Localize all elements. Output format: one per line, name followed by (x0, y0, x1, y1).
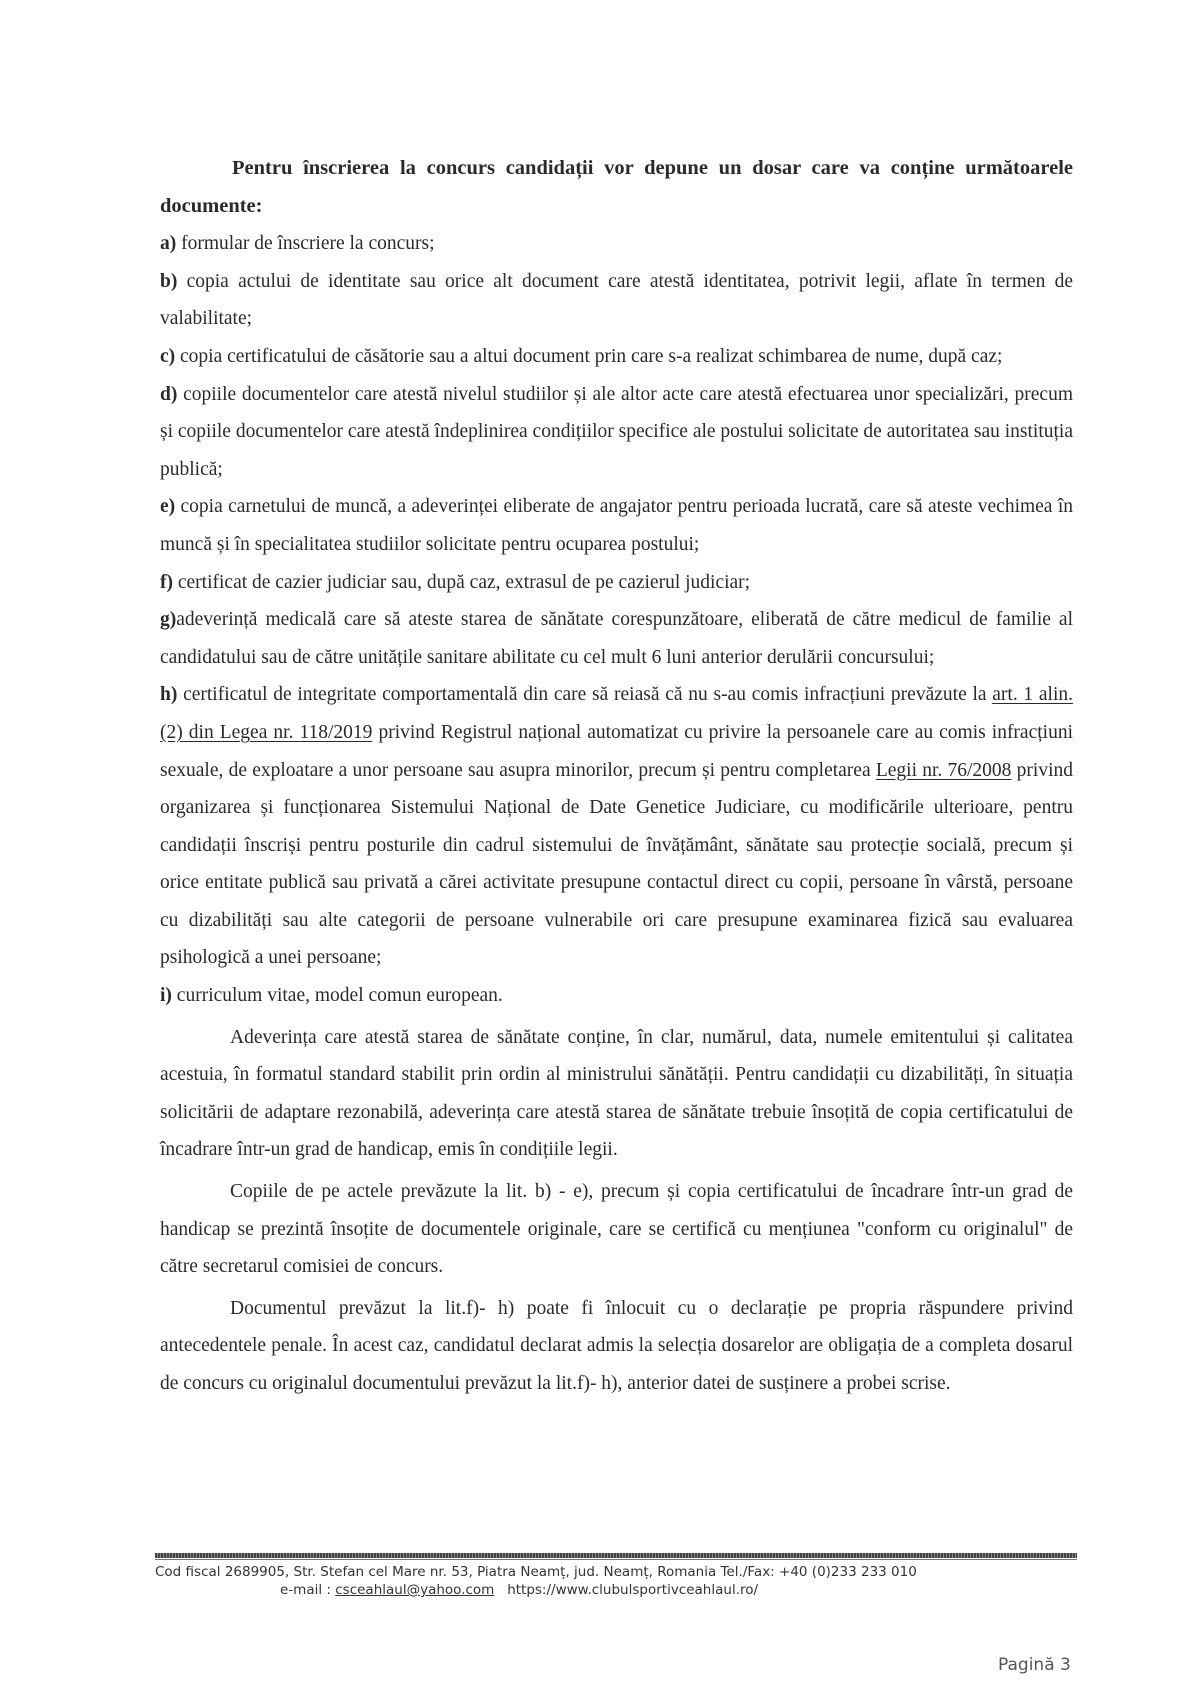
list-item-c (160, 338, 1073, 376)
item-text: adeverință medicală care să ateste starea de sănătate corespunzătoare, eliberată de către medicul de familie al candidatului sau de către unitățile sanitare abilitate cu cel mult 6 luni anterior derulării concursului; (160, 609, 1073, 668)
item-text: copia actului de identitate sau orice alt document care atestă identitatea, potrivit legii, aflate în termen de valabilitate; (160, 270, 1073, 330)
law-reference-link[interactable]: Legii nr. 76/2008 (875, 759, 1012, 781)
item-text: privind Registrul național automatizat cu privire la persoanele care au comis infracțiuni sexuale, de exploatare a unor persoane sau asupra minorilor, precum și pentru completarea (160, 721, 1073, 781)
item-label: d) (160, 383, 178, 405)
item-label: e) (160, 496, 176, 518)
list-item-f (160, 564, 1073, 602)
paragraph-copies: Copiile de pe actele prevăzute la lit. b) - e), precum și copia certificatului de încadrare într-un grad de handicap se prezintă însoțite de documentele originale, care se certifică cu mențiunea "conform cu originalul" de către secretarul comisiei de concurs. (160, 1181, 1073, 1278)
page-number: Pagină 3 (998, 1655, 1071, 1675)
item-label: i) (160, 985, 172, 1007)
item-text: copia certificatului de căsătorie sau a altui document prin care s-a realizat schimbarea de nume, după caz; (180, 345, 1003, 367)
footer (155, 1563, 1077, 1599)
list-item-h (160, 676, 1073, 977)
item-label: c) (160, 345, 176, 367)
footer-divider-thin (155, 1559, 1077, 1560)
item-text: certificat de cazier judiciar sau, după caz, extrasul de pe cazierul judiciar; (177, 571, 751, 593)
item-label: h) (160, 684, 178, 706)
paragraph-declaration: Documentul prevăzut la lit.f)- h) poate fi înlocuit cu o declarație pe propria răspundere privind antecedentele penale. În acest caz, candidatul declarat admis la selecția dosarelor are obligația de a completa dosarul de concurs cu originalul documentului prevăzut la lit.f)- h), anterior datei de susținere a probei scrise. (160, 1297, 1073, 1394)
email-link[interactable]: csceahlaul@yahoo.com (335, 1582, 495, 1598)
item-text: certificatul de integritate comportamentală din care să reiasă că nu s-au comis infracțiuni prevăzute la (183, 684, 993, 706)
document-body (160, 150, 1073, 1403)
list-item-a (160, 225, 1073, 263)
list-item-e (160, 488, 1073, 563)
item-label: b) (160, 270, 178, 292)
law-reference-link[interactable]: art. 1 alin. (2) din Legea nr. 118/2019 (160, 684, 1074, 743)
intro-heading: Pentru înscrierea la concurs candidații vor depune un dosar care va conține următoarele documente: (160, 157, 1073, 217)
footer-divider (155, 1553, 1077, 1558)
item-label: g) (160, 609, 177, 631)
item-text: curriculum vitae, model comun european. (176, 985, 503, 1007)
list-item-d (160, 376, 1073, 489)
email-label: e-mail : (280, 1582, 336, 1598)
footer-address: Cod fiscal 2689905, Str. Stefan cel Mare nr. 53, Piatra Neamț, jud. Neamț, Romania Tel./Fax: +40 (0)233 233 010 (155, 1564, 917, 1580)
list-item-b (160, 263, 1073, 338)
footer-contact (155, 1581, 1077, 1599)
item-label: a) (160, 233, 177, 255)
item-text: formular de înscriere la concurs; (181, 233, 435, 255)
item-text: copiile documentelor care atestă nivelul studiilor și ale altor acte care atestă efectuarea unor specializări, precum și copiile documentelor care atestă îndeplinirea condițiilor specifice ale postului solicitate de autoritatea sau instituția publică; (160, 383, 1074, 480)
item-text: copia carnetului de muncă, a adeverinței eliberate de angajator pentru perioada lucrată, care să ateste vechimea în muncă și în specialitatea studiilor solicitate pentru ocuparea postului; (160, 496, 1073, 555)
list-item-i (160, 977, 1073, 1015)
paragraph-medical-certificate: Adeverința care atestă starea de sănătate conține, în clar, numărul, data, numele emitentului și calitatea acestuia, în formatul standard stabilit prin ordin al ministrului sănătății. Pentru candidații cu dizabilități, în situația solicitării de adaptare rezonabilă, adeverința care atestă starea de sănătate trebuie însoțită de copia certificatului de încadrare într-un grad de handicap, emis în condițiile legii. (160, 1026, 1073, 1161)
website-link[interactable]: https://www.clubulsportivceahlaul.ro/ (507, 1582, 759, 1598)
item-label: f) (160, 571, 173, 593)
item-text: privind organizarea și funcționarea Sistemului Național de Date Genetice Judiciare, cu modificările ulterioare, pentru candidații înscriși pentru posturile din cadrul sistemului de învățământ, sănătate sau protecție socială, precum și orice entitate publică sau privată a cărei activitate presupune contactul direct cu copii, persoane în vârstă, persoane cu dizabilități sau alte categorii de persoane vulnerabile ori care presupune examinarea fizică sau evaluarea psihologică a unei persoane; (160, 759, 1073, 969)
list-item-g (160, 601, 1073, 676)
